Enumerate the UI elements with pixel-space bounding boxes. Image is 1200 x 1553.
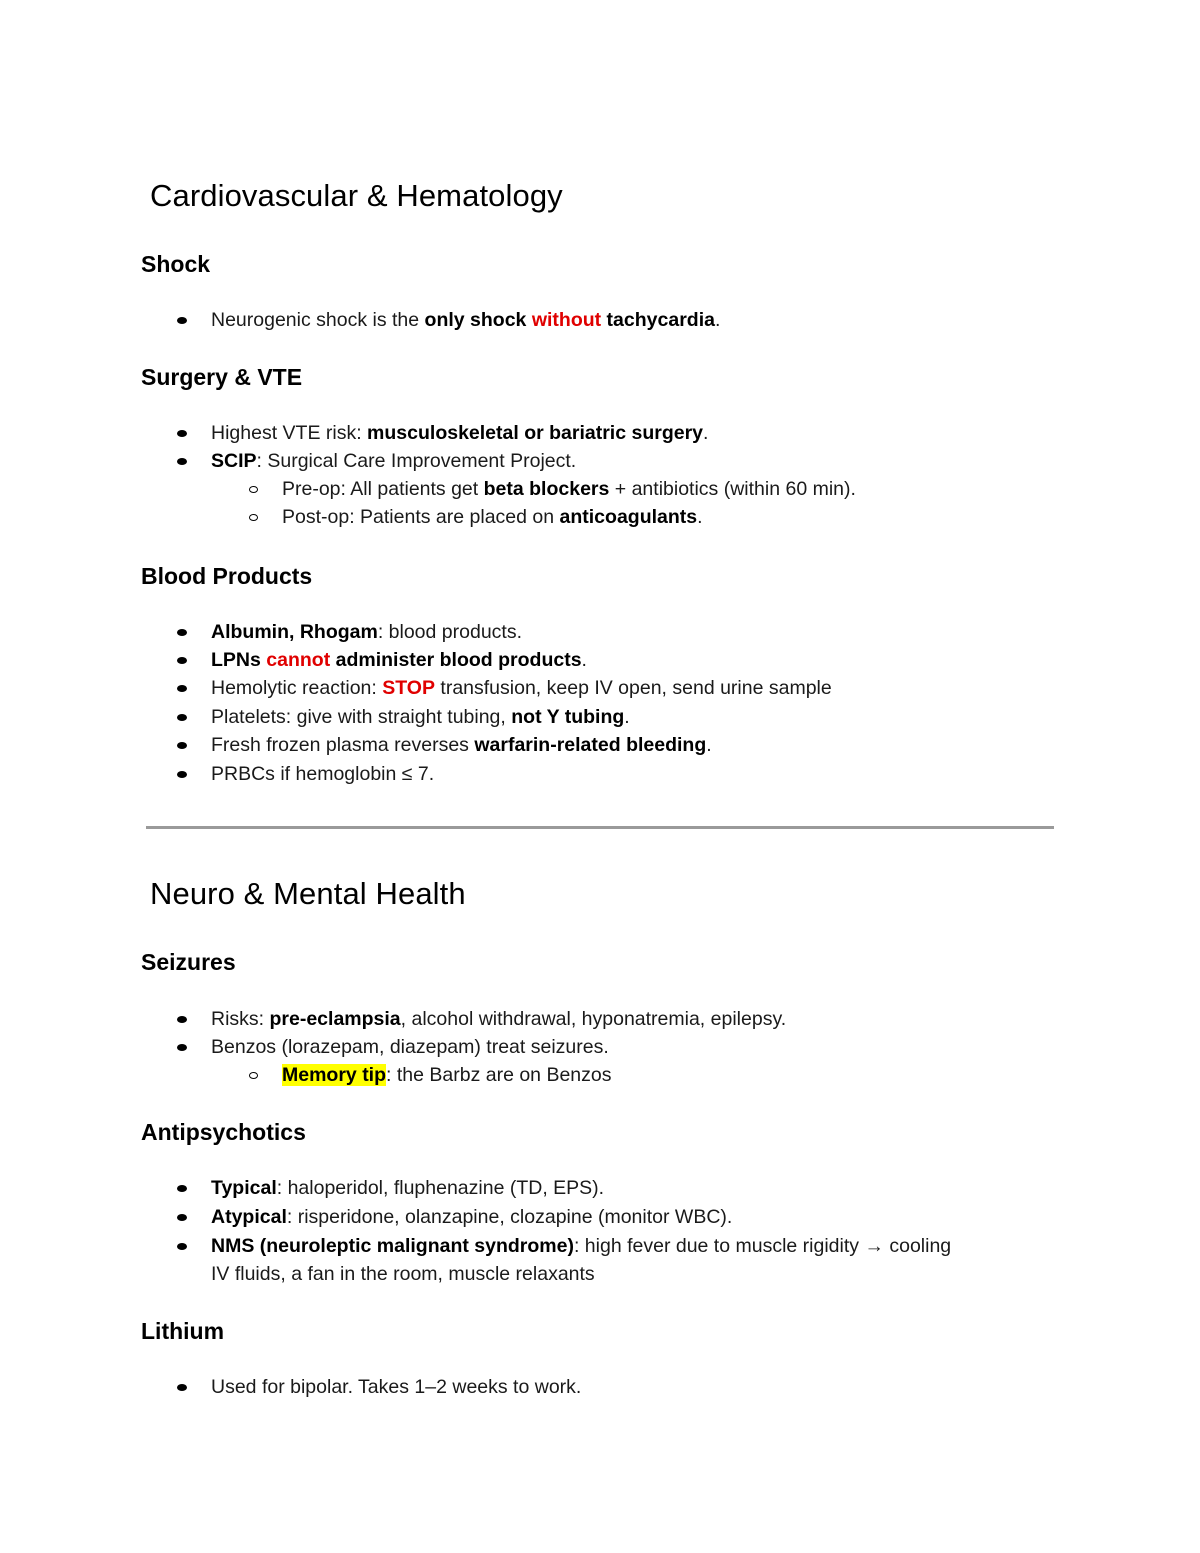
heading-shock: Shock [141,251,211,277]
list-item-antipsychotics-2: Atypical: risperidone, olanzapine, clozapine (monitor WBC). [211,1206,733,1228]
list-item-seizures-1: Risks: pre-eclampsia, alcohol withdrawal, hyponatremia, epilepsy. [211,1008,787,1030]
list-item-blood-3: Hemolytic reaction: STOP transfusion, keep IV open, send urine sample [211,677,832,699]
list-item-blood-1: Albumin, Rhogam: blood products. [211,621,523,643]
section-title-cardiovascular: Cardiovascular & Hematology [150,178,563,213]
list-item-antipsychotics-3: NMS (neuroleptic malignant syndrome): high fever due to muscle rigidity → cooling [211,1235,952,1257]
list-item-blood-6: PRBCs if hemoglobin ≤ 7. [211,763,435,785]
horizontal-divider [146,826,1054,829]
circle-bullet-icon [249,514,258,521]
bullet-icon [177,1243,187,1250]
bullet-icon [177,714,187,721]
bullet-icon [177,629,187,636]
sub-item-memory-tip: Memory tip: the Barbz are on Benzos [282,1064,612,1086]
list-item-blood-5: Fresh frozen plasma reverses warfarin-related bleeding. [211,734,712,756]
bullet-icon [177,685,187,692]
list-item-lithium-1: Used for bipolar. Takes 1–2 weeks to work. [211,1376,582,1398]
heading-antipsychotics: Antipsychotics [141,1119,306,1145]
list-item-antipsychotics-1: Typical: haloperidol, fluphenazine (TD, EPS). [211,1177,605,1199]
section-title-neuro: Neuro & Mental Health [150,876,466,911]
bullet-icon [177,771,187,778]
bullet-icon [177,317,187,324]
list-item-shock-1: Neurogenic shock is the only shock without tachycardia. [211,309,721,331]
list-item-antipsychotics-3-continued: IV fluids, a fan in the room, muscle relaxants [211,1263,595,1285]
circle-bullet-icon [249,486,258,493]
list-item-seizures-2: Benzos (lorazepam, diazepam) treat seizures. [211,1036,609,1058]
sub-item-postop: Post-op: Patients are placed on anticoagulants. [282,506,703,528]
heading-blood-products: Blood Products [141,563,313,589]
sub-item-preop: Pre-op: All patients get beta blockers + antibiotics (within 60 min). [282,478,856,500]
bullet-icon [177,1384,187,1391]
bullet-icon [177,1185,187,1192]
bullet-icon [177,1016,187,1023]
list-item-surgery-2: SCIP: Surgical Care Improvement Project. [211,450,577,472]
heading-lithium: Lithium [141,1318,225,1344]
bullet-icon [177,430,187,437]
bullet-icon [177,458,187,465]
list-item-blood-4: Platelets: give with straight tubing, not Y tubing. [211,706,630,728]
heading-surgery-vte: Surgery & VTE [141,364,303,390]
list-item-blood-2: LPNs cannot administer blood products. [211,649,587,671]
bullet-icon [177,742,187,749]
bullet-icon [177,1214,187,1221]
bullet-icon [177,1044,187,1051]
list-item-surgery-1: Highest VTE risk: musculoskeletal or bariatric surgery. [211,422,709,444]
bullet-icon [177,657,187,664]
heading-seizures: Seizures [141,949,236,975]
circle-bullet-icon [249,1072,258,1079]
